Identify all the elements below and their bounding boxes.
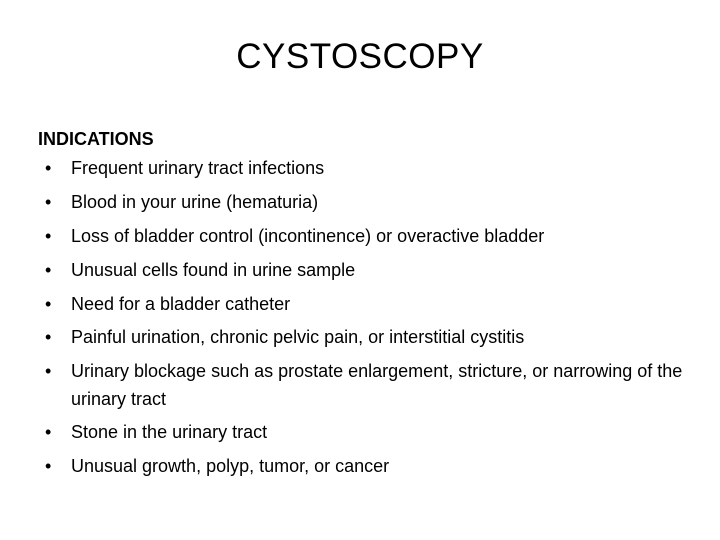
list-item-label: Urinary blockage such as prostate enlargement, stricture, or narrowing of the urinary tract (71, 361, 683, 409)
list-item (38, 419, 698, 446)
list-item (38, 223, 698, 250)
section-heading: INDICATIONS (38, 129, 154, 149)
list-item-label: Frequent urinary tract infections (71, 158, 325, 179)
bullet-icon: • (45, 422, 52, 443)
list-item-label: Unusual cells found in urine sample (71, 259, 356, 280)
bullet-icon: • (45, 327, 52, 348)
bullet-icon: • (45, 361, 52, 382)
list-item-label: Loss of bladder control (incontinence) or overactive bladder (71, 225, 545, 246)
list-item (38, 291, 698, 318)
bullet-icon: • (45, 191, 52, 212)
bullet-icon: • (45, 225, 52, 246)
bullet-icon: • (45, 293, 52, 314)
page-title: CYSTOSCOPY (236, 37, 484, 76)
list-item (38, 358, 698, 413)
list-item (38, 257, 698, 284)
list-item-label: Stone in the urinary tract (71, 422, 268, 443)
bullet-icon: • (45, 259, 52, 280)
bullet-icon: • (45, 158, 52, 179)
list-item-label: Blood in your urine (hematuria) (71, 191, 319, 212)
list-item (38, 155, 698, 182)
indications-list (38, 155, 698, 481)
list-item (38, 324, 698, 351)
list-item-label: Unusual growth, polyp, tumor, or cancer (71, 456, 390, 477)
list-item (38, 189, 698, 216)
list-item (38, 453, 698, 480)
bullet-icon: • (45, 456, 52, 477)
slide-body (38, 126, 698, 487)
list-item-label: Need for a bladder catheter (71, 293, 291, 314)
list-item-label: Painful urination, chronic pelvic pain, or interstitial cystitis (71, 327, 525, 348)
